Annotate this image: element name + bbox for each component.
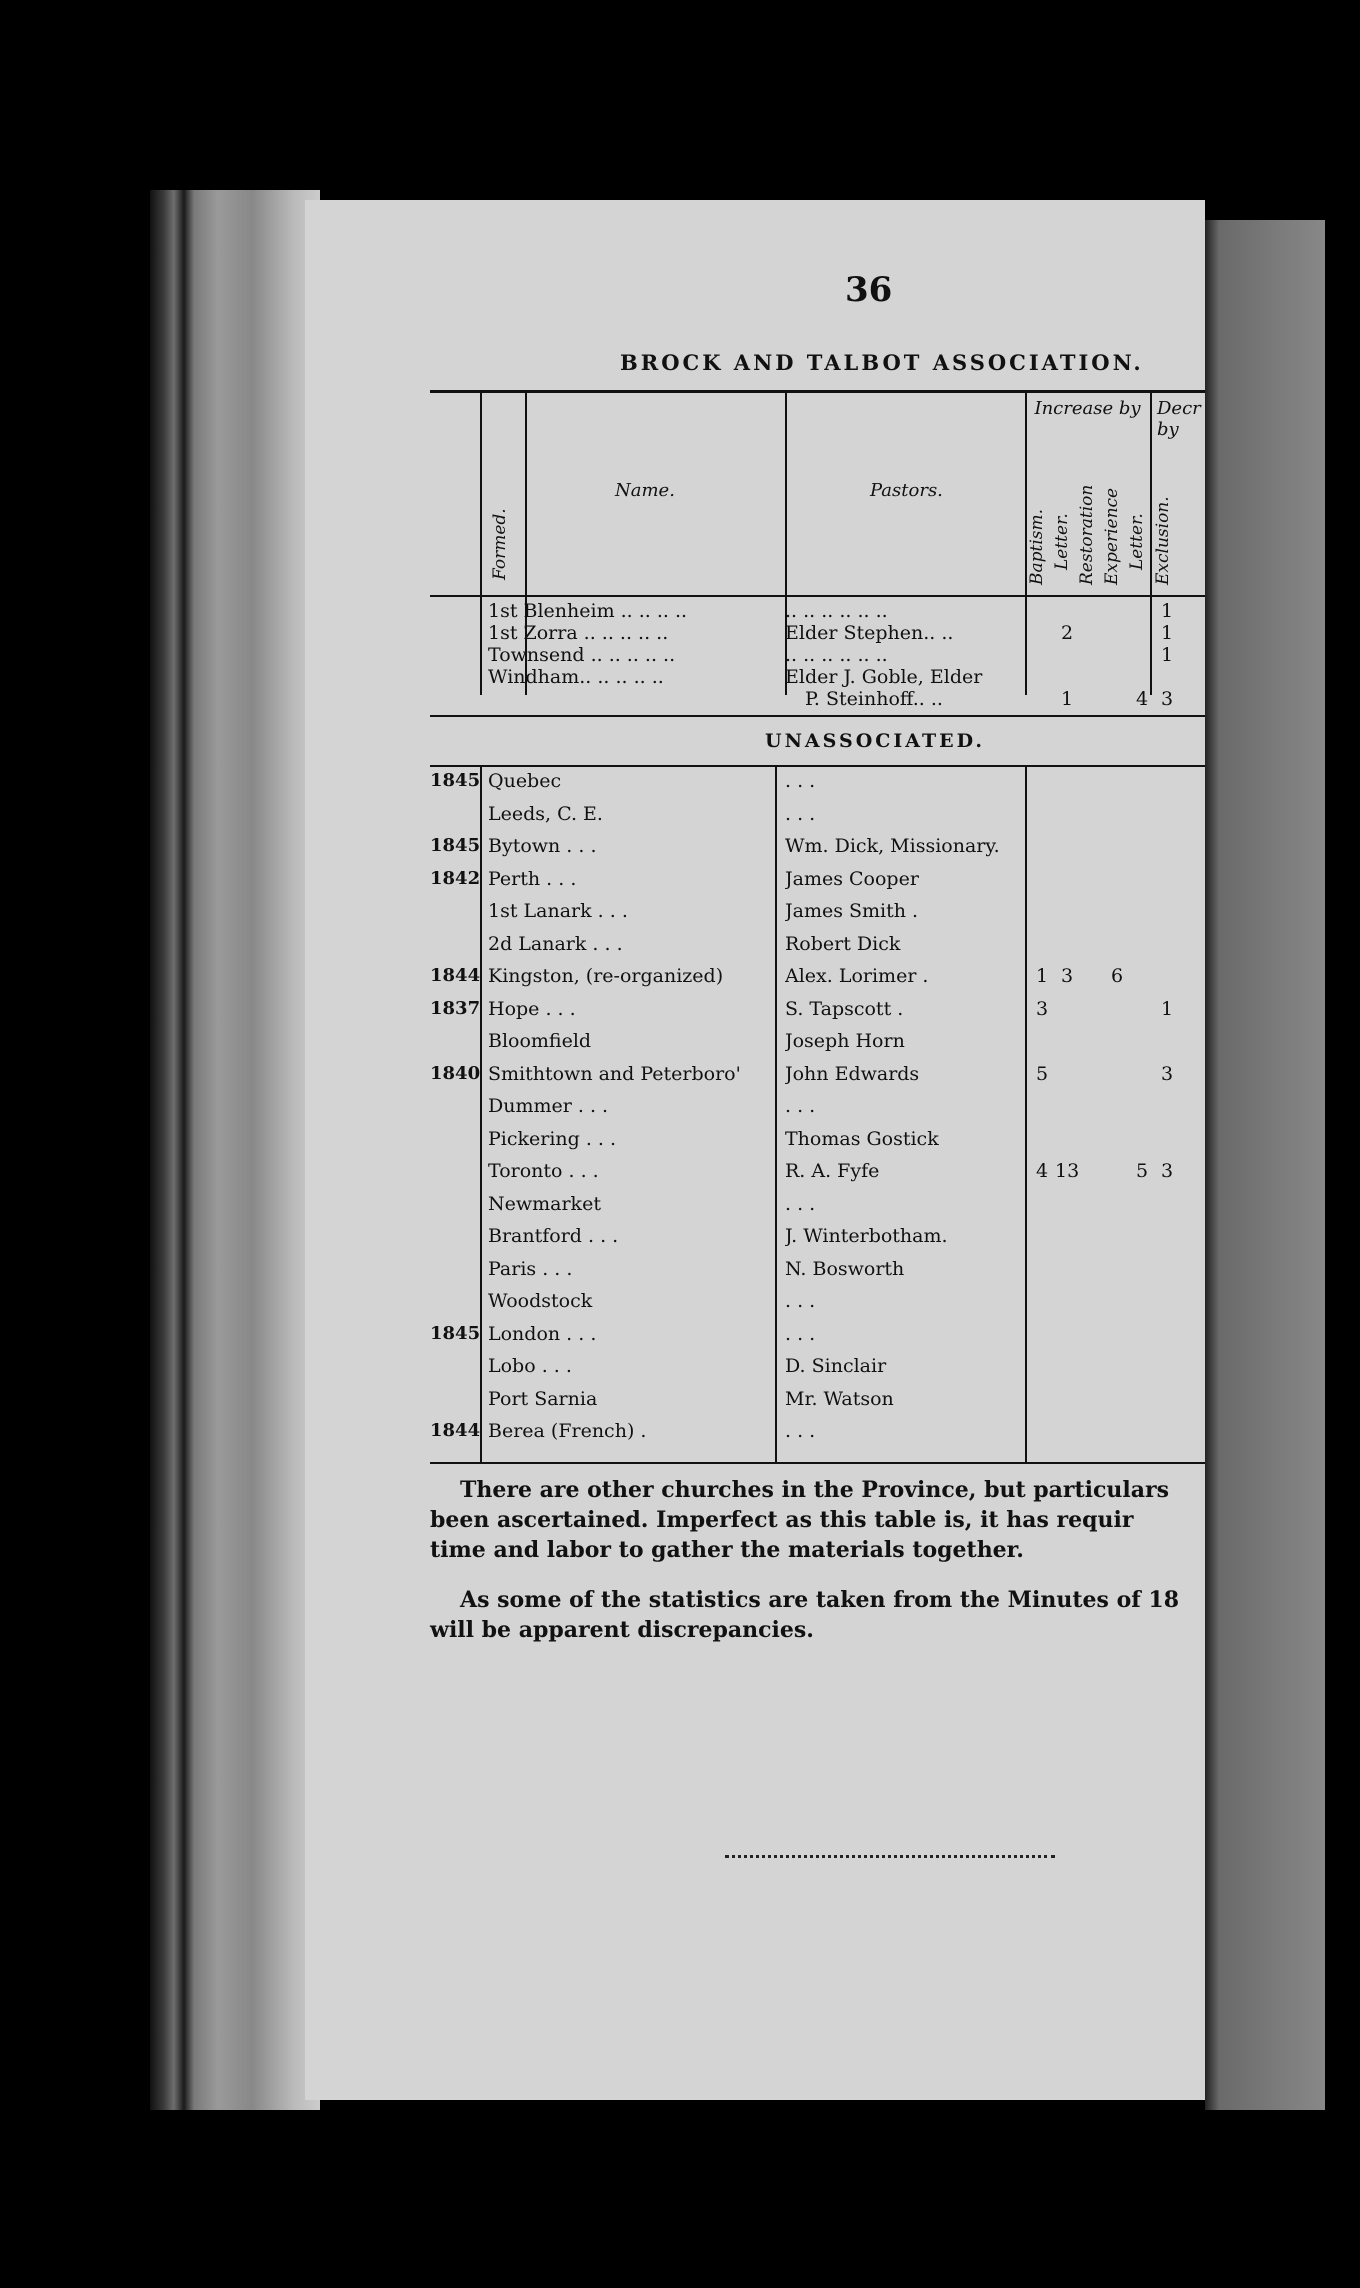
row-year: 1842: [430, 867, 481, 889]
table-row: [430, 1258, 1190, 1280]
table-row: [430, 666, 1190, 688]
row-year: 1844: [430, 965, 481, 986]
row-pastor: D. Sinclair: [785, 1355, 887, 1377]
table-row: [430, 803, 1190, 825]
row-value: 1: [1160, 997, 1174, 1020]
table-row: [430, 600, 1190, 622]
section-title: UNASSOCIATED.: [765, 730, 986, 752]
table-row: [430, 1323, 1190, 1345]
row-pastor: . . .: [785, 1290, 816, 1312]
page: [305, 200, 1205, 2100]
table-row: [430, 770, 1190, 792]
header-pastors: Pastors.: [870, 480, 943, 501]
row-year: 1844: [430, 1420, 481, 1441]
book-edge: [150, 190, 320, 2110]
facing-page-edge: [1205, 220, 1325, 2110]
row-value: 3: [1160, 1160, 1174, 1182]
row-value: 5: [1035, 1062, 1049, 1085]
row-pastor: . . .: [785, 770, 816, 792]
header-top-rule: [430, 390, 1205, 393]
row-pastor: Wm. Dick, Missionary.: [785, 835, 1000, 857]
page-number: 36: [845, 270, 893, 310]
table-row: [430, 835, 1190, 857]
row-pastor: James Cooper: [785, 867, 919, 890]
table-row: [430, 1290, 1190, 1312]
row-value: 1: [1160, 622, 1174, 644]
row-pastor: Alex. Lorimer .: [785, 965, 929, 987]
table-row: [430, 868, 1190, 890]
row-name: Quebec: [488, 770, 562, 792]
header-bottom-rule: [430, 595, 1205, 597]
row-pastor: Robert Dick: [785, 932, 901, 955]
header-experience: Experience: [1102, 487, 1122, 585]
row-year: 1845: [430, 835, 481, 856]
row-name: Windham.. .. .. .. ..: [488, 666, 664, 688]
row-name: Townsend .. .. .. .. ..: [488, 644, 676, 666]
row-pastor: .. .. .. .. .. ..: [785, 600, 888, 622]
row-pastor: S. Tapscott .: [785, 997, 904, 1020]
row-pastor: . . .: [785, 1322, 816, 1345]
row-pastor: Mr. Watson: [785, 1387, 894, 1410]
table-row: [430, 1160, 1190, 1182]
table-row: [430, 1225, 1190, 1247]
table-bottom-rule: [430, 1462, 1205, 1464]
row-name: 1st Zorra .. .. .. .. ..: [488, 622, 669, 644]
row-year: 1840: [430, 1062, 481, 1084]
table-row: [430, 1355, 1190, 1377]
header-letter: Letter.: [1052, 513, 1072, 570]
note-paragraph: As some of the statistics are taken from the Minutes of 18 will be apparent discrepancies.: [430, 1587, 1179, 1643]
row-name: Leeds, C. E.: [488, 802, 603, 825]
row-pastor: . . .: [785, 1420, 816, 1442]
section-rule: [430, 715, 1205, 717]
table-row: [430, 1420, 1190, 1442]
row-value: 3: [1060, 965, 1074, 987]
row-year: 1845: [430, 1322, 481, 1344]
row-value: 1: [1060, 688, 1074, 710]
row-value: 13: [1055, 1160, 1080, 1182]
header-formed: Formed.: [490, 508, 510, 580]
row-value: 3: [1035, 997, 1049, 1020]
header-increase-by: Increase by: [1034, 398, 1141, 419]
row-pastor: P. Steinhoff.. ..: [805, 688, 943, 710]
row-value: 6: [1110, 965, 1124, 987]
decorative-rule: [725, 1845, 1055, 1858]
page-title: BROCK AND TALBOT ASSOCIATION.: [620, 350, 1144, 375]
row-value: 1: [1160, 600, 1174, 622]
row-pastor: Joseph Horn: [785, 1030, 905, 1052]
row-name: Paris . . .: [488, 1257, 573, 1280]
row-name: 1st Blenheim .. .. .. ..: [488, 600, 688, 622]
row-name: 1st Lanark . . .: [488, 900, 628, 922]
row-name: Dummer . . .: [488, 1095, 609, 1117]
row-value: 4: [1035, 1160, 1049, 1182]
row-value: 4: [1135, 688, 1149, 710]
row-name: Smithtown and Peterboro': [488, 1062, 741, 1085]
table-row: [430, 1388, 1190, 1410]
table-row: [430, 965, 1190, 987]
row-pastor: John Edwards: [785, 1062, 920, 1085]
table-row: [430, 900, 1190, 922]
row-value: 2: [1060, 622, 1074, 644]
row-pastor: Thomas Gostick: [785, 1127, 939, 1150]
row-name: Kingston, (re-organized): [488, 965, 724, 987]
table-row: [430, 644, 1190, 666]
row-value: 3: [1160, 1062, 1174, 1085]
row-name: Brantford . . .: [488, 1225, 619, 1247]
row-year: 1845: [430, 770, 481, 791]
row-name: Hope . . .: [488, 997, 576, 1020]
row-pastor: James Smith .: [785, 900, 919, 922]
row-name: Lobo . . .: [488, 1355, 572, 1377]
row-name: Berea (French) .: [488, 1420, 647, 1442]
row-name: Perth . . .: [488, 867, 577, 890]
note-paragraph: There are other churches in the Province, but particulars been ascertained. Imperfect as this table is, it has requir time and labor to gather the materials together.: [430, 1477, 1170, 1563]
row-pastor: R. A. Fyfe: [785, 1160, 880, 1182]
header-name: Name.: [615, 480, 675, 501]
row-name: Bloomfield: [488, 1030, 592, 1052]
header-letter-decrease: Letter.: [1127, 513, 1147, 570]
header-decrease-by: Decr by: [1157, 398, 1201, 440]
row-value: 1: [1035, 965, 1049, 987]
row-name: Bytown . . .: [488, 835, 597, 857]
row-pastor: Elder Stephen.. ..: [785, 622, 954, 644]
table-row: [430, 1030, 1190, 1052]
row-name: Toronto . . .: [488, 1160, 599, 1182]
row-name: 2d Lanark . . .: [488, 932, 623, 955]
row-pastor: Elder J. Goble, Elder: [785, 666, 983, 688]
header-exclusion: Exclusion.: [1153, 496, 1173, 585]
header-baptism: Baptism.: [1027, 508, 1047, 585]
table-row: [430, 933, 1190, 955]
row-name: Pickering . . .: [488, 1127, 617, 1150]
row-name: Port Sarnia: [488, 1387, 598, 1410]
row-pastor: J. Winterbotham.: [785, 1225, 948, 1247]
row-pastor: N. Bosworth: [785, 1257, 905, 1280]
row-value: 1: [1160, 644, 1174, 666]
row-value: 3: [1160, 688, 1174, 710]
row-pastor: . . .: [785, 1192, 816, 1215]
row-name: Newmarket: [488, 1192, 601, 1215]
row-pastor: .. .. .. .. .. ..: [785, 644, 888, 666]
row-value: 5: [1135, 1160, 1149, 1182]
header-restoration: Restoration: [1077, 484, 1097, 585]
table-row: [430, 1063, 1190, 1085]
table-row: [430, 1193, 1190, 1215]
table-row: [430, 622, 1190, 644]
row-year: 1837: [430, 997, 481, 1019]
table-row: [430, 998, 1190, 1020]
table-row: [430, 688, 1190, 710]
table-row: [430, 1095, 1190, 1117]
section-rule: [430, 765, 1205, 767]
row-pastor: . . .: [785, 1095, 816, 1117]
row-name: London . . .: [488, 1322, 597, 1345]
table-row: [430, 1128, 1190, 1150]
row-pastor: . . .: [785, 802, 816, 825]
row-name: Woodstock: [488, 1290, 593, 1312]
